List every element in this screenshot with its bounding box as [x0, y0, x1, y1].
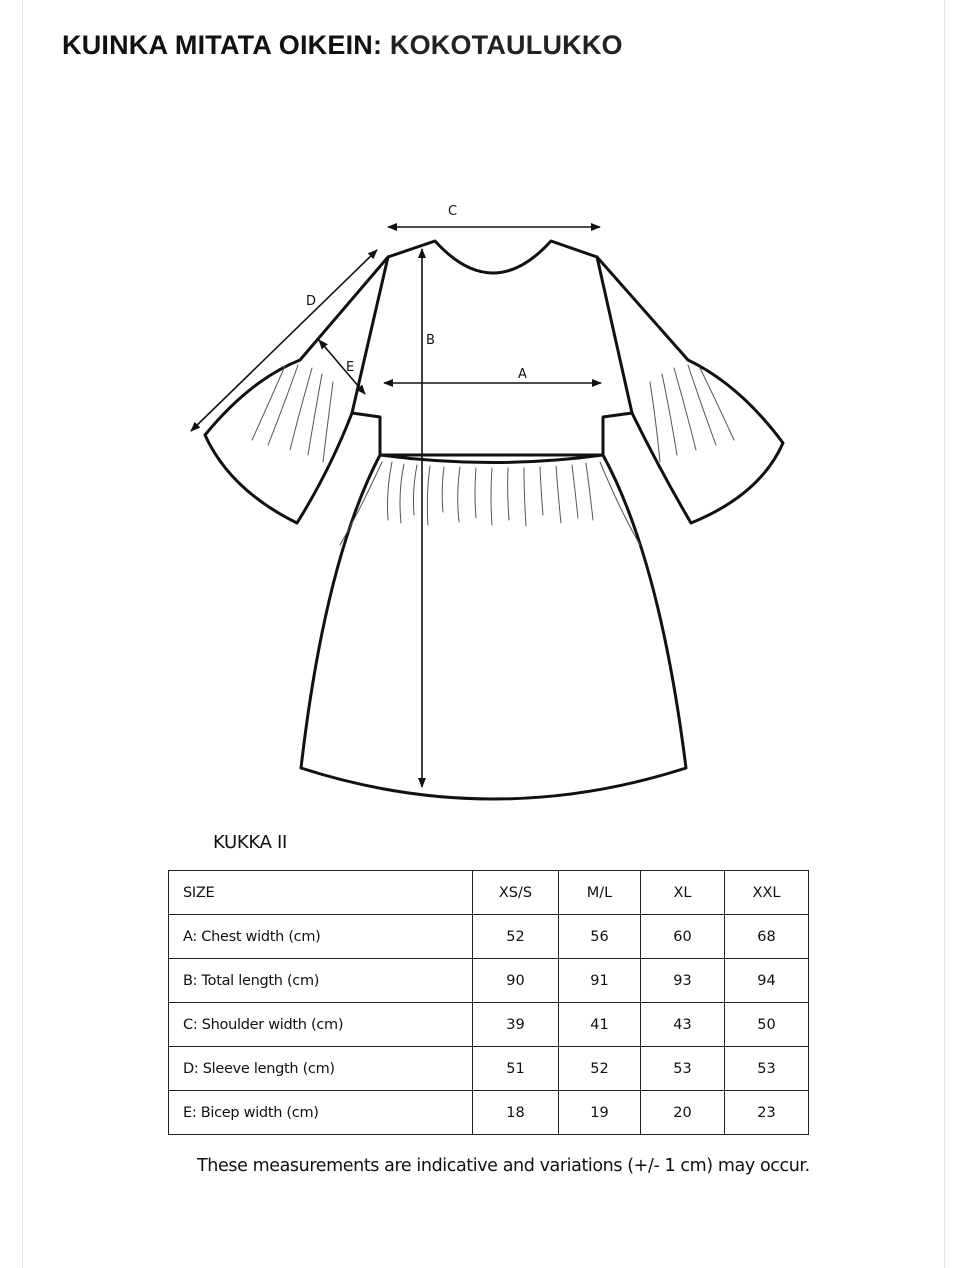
table-cell: 93: [641, 959, 725, 1003]
table-row: [169, 1047, 809, 1091]
table-cell: 94: [725, 959, 809, 1003]
table-cell: 52: [473, 915, 559, 959]
table-cell: 53: [725, 1047, 809, 1091]
table-row: [169, 1003, 809, 1047]
table-cell: 41: [559, 1003, 641, 1047]
table-cell: 91: [559, 959, 641, 1003]
measurement-disclaimer: These measurements are indicative and variations (+/- 1 cm) may occur.: [197, 1156, 810, 1176]
table-row-label: B: Total length (cm): [169, 959, 473, 1003]
table-cell: 52: [559, 1047, 641, 1091]
table-row: [169, 959, 809, 1003]
table-header-cell: XS/S: [473, 871, 559, 915]
label-d: D: [306, 294, 317, 309]
table-cell: 56: [559, 915, 641, 959]
arrow-e-bicep-width: [319, 340, 365, 394]
label-b: B: [426, 333, 435, 348]
table-cell: 50: [725, 1003, 809, 1047]
table-cell: 43: [641, 1003, 725, 1047]
table-header-cell: XL: [641, 871, 725, 915]
table-row-label: D: Sleeve length (cm): [169, 1047, 473, 1091]
table-cell: 20: [641, 1091, 725, 1135]
table-header-row: [169, 871, 809, 915]
table-cell: 18: [473, 1091, 559, 1135]
page-title-sub: KOKOTAULUKKO: [389, 30, 623, 60]
label-a: A: [518, 367, 527, 382]
table-row-label: A: Chest width (cm): [169, 915, 473, 959]
table-header-cell: XXL: [725, 871, 809, 915]
page-title-main: KUINKA MITATA OIKEIN:: [62, 30, 383, 60]
label-e: E: [346, 360, 355, 375]
label-c: C: [448, 204, 458, 219]
table-row-label: C: Shoulder width (cm): [169, 1003, 473, 1047]
table-cell: 51: [473, 1047, 559, 1091]
size-table: [168, 870, 809, 1135]
table-cell: 39: [473, 1003, 559, 1047]
table-cell: 53: [641, 1047, 725, 1091]
table-row-label: E: Bicep width (cm): [169, 1091, 473, 1135]
table-cell: 68: [725, 915, 809, 959]
table-row: [169, 1091, 809, 1135]
product-name: KUKKA II: [213, 832, 288, 853]
dress-outline: [205, 241, 783, 799]
table-cell: 19: [559, 1091, 641, 1135]
table-cell: 90: [473, 959, 559, 1003]
measurement-arrows: [191, 227, 601, 787]
table-row: [169, 915, 809, 959]
table-cell: 23: [725, 1091, 809, 1135]
measurement-labels: [306, 204, 527, 382]
table-cell: 60: [641, 915, 725, 959]
table-header-cell: SIZE: [169, 871, 473, 915]
table-header-cell: M/L: [559, 871, 641, 915]
